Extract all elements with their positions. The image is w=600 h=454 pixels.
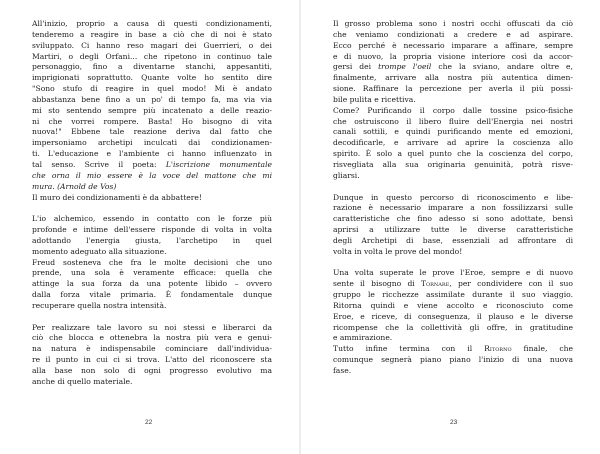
text-line: Come? Purificando il corpo dalle tossine psico-fisiche	[333, 105, 573, 115]
text-line: re il punto in cui ci si trova. L'atto del riconoscere sta	[32, 355, 272, 365]
text-line: bile pulita e ricettiva.	[333, 94, 416, 104]
line-text: finale, che	[511, 344, 573, 354]
text-line: Una volta superate le prove l'Eroe, sempre e di nuovo	[333, 268, 573, 278]
text-line: ricompense che la collettività gli offre, in gratitudine	[333, 322, 573, 332]
text-line: attinge la sua forza da una potente libido – ovvero	[32, 279, 272, 289]
text-line: Martiri, o degli Orfani... che ripetono in continuo tale	[32, 51, 272, 61]
poem-quote: L'iscrizione monumentale	[165, 159, 272, 169]
text-line: anche di quello materiale.	[32, 376, 133, 386]
text-line: Ecco perché è necessario imparare a affinare, sempre	[333, 40, 573, 50]
text-line: gliarsi.	[333, 170, 360, 180]
text-line: sione. Raffinare la percezione per averla il più possi-	[333, 84, 573, 94]
italic-term: trompe l'oeil	[378, 62, 432, 72]
text-line	[333, 62, 573, 73]
text-line: Eroe, e riceve, di conseguenza, il plauso e le diverse	[333, 311, 573, 321]
poem-author: (Arnold de Vos)	[57, 181, 117, 191]
text-line: profonde e intime dell'essere risponde di volta in volta	[32, 225, 272, 235]
text-line: degli Archetipi di base, essenziali ad affrontare di	[333, 235, 573, 245]
text-line: Il muro dei condizionamenti è da abbattere!	[32, 192, 202, 202]
text-line: imprigionati soprattutto. Quante volte ho sentito dire	[32, 73, 272, 83]
text-line: Per realizzare tale lavoro su noi stessi e liberarci da	[32, 322, 272, 332]
text-line: fase.	[333, 366, 352, 375]
text-line: e ammirazione.	[333, 333, 393, 343]
right-page-text	[333, 19, 573, 377]
text-line	[333, 344, 573, 355]
line-text: sente il bisogno di	[333, 279, 421, 289]
line-text: che la sviano, andare oltre e,	[431, 62, 573, 72]
text-line	[32, 171, 272, 182]
right-page	[300, 0, 600, 454]
text-line: tenderemo a reagire in base a ciò che di noi è stato	[32, 29, 272, 39]
right-paragraph-3	[333, 268, 573, 376]
text-line: canali sottili, e quindi purificando mente ed emozioni,	[333, 127, 573, 137]
left-page-text	[32, 19, 272, 388]
text-line: prende, una sola è veramente efficace: quella che	[32, 268, 272, 278]
text-line: nuova!" Ebbene tale reazione deriva dal fatto che	[32, 127, 272, 137]
text-line: recuperare quella nostra intensità.	[32, 300, 167, 310]
text-line: alla base non solo di ogni progresso evolutivo ma	[32, 366, 272, 375]
text-line: abbastanza bene fino a un po' di tempo fa, ma via via	[32, 94, 272, 104]
line-text: Tutto infine termina con il	[333, 344, 485, 354]
text-line: aprirsi a utilizzare tutte le diverse caratteristiche	[333, 225, 573, 235]
text-line	[333, 279, 573, 290]
text-line: dalla forza vitale primaria. È fondamentale dunque	[32, 290, 272, 300]
text-line: Il grosso problema sono i nostri occhi offuscati da ciò	[333, 19, 573, 28]
text-line: gruppo le ricchezze assimilate durante il suo viaggio.	[333, 290, 573, 300]
text-line: che veniamo condizionati a credere e ad aspirare.	[333, 29, 573, 39]
text-line: comunque segnerà piano piano l'inizio di una nuova	[333, 355, 573, 365]
text-line: "Sono stufo di reagire in quel modo! Mi è andato	[32, 84, 272, 94]
text-line: caratteristiche che fino adesso si sono adottate, bensì	[333, 214, 573, 224]
text-line: Dunque in questo percorso di riconoscimento e libe-	[333, 192, 573, 202]
text-line: che ostruiscono il libero fluire dell'Energia nei nostri	[333, 116, 573, 126]
left-paragraph-3	[32, 323, 272, 388]
line-text: , per condividere con il suo	[449, 279, 573, 289]
text-line: momento adeguato alla situazione.	[32, 246, 167, 256]
left-paragraph-1	[32, 19, 272, 203]
text-line: volta in volta le prove del mondo!	[333, 246, 463, 256]
line-text: tal senso. Scrive il poeta:	[32, 159, 166, 169]
text-line: ciò che blocca e ottenebra la nostra più vera e genui-	[32, 333, 272, 343]
text-line	[32, 160, 272, 171]
text-line: e di nuovo, la propria visione interiore così da accor-	[333, 51, 573, 61]
text-line: na natura è indispensabile cominciare dall'individua-	[32, 344, 272, 354]
small-caps-term: Tornare	[420, 279, 450, 289]
text-line	[32, 182, 272, 193]
text-line: Ritorna quindi e viene accolto e riconosciuto come	[333, 300, 573, 310]
text-line: finalmente, arrivare alla nostra più autentica dimen-	[333, 73, 573, 83]
text-line: mi sto sentendo sempre più incatenato a delle reazio-	[32, 105, 272, 115]
text-line: ti. L'educazione e l'ambiente ci hanno influenzato in	[32, 149, 272, 159]
text-line: ni che vorrei rompere. Basta! Ho bisogno di vita	[32, 116, 272, 126]
text-line: sviluppato. Ci hanno reso magari dei Guerrieri, o dei	[32, 40, 272, 50]
page-number: 23	[450, 419, 458, 426]
right-paragraph-2	[333, 193, 573, 258]
line-text: gersi dei	[333, 62, 379, 72]
text-line: spirito. È solo a quel punto che la coscienza del corpo,	[333, 149, 573, 159]
text-line: decodificarle, e arrivare ad aprire la coscienza allo	[333, 138, 573, 148]
text-line: razione è necessario imparare a non fossilizzarsi sulle	[333, 203, 573, 213]
right-paragraph-1	[333, 19, 573, 182]
text-line: risvegliata alla sua originaria genuinità, potrà risve-	[333, 159, 573, 169]
text-line: L'io alchemico, essendo in contatto con le forze più	[32, 214, 272, 224]
page-number: 22	[145, 419, 153, 426]
poem-quote: che orna il mio essere è la voce del mattone che mi	[32, 170, 272, 180]
text-line: personaggio, fino a diventarne stanchi, appesantiti,	[32, 62, 272, 72]
text-line: impersoniamo archetipi inculcati dai condizionamen-	[32, 138, 272, 148]
text-line: adottando l'energia giusta, l'archetipo in quel	[32, 235, 272, 245]
text-line: Freud sosteneva che fra le molte decisioni che uno	[32, 257, 272, 267]
text-line: All'inizio, proprio a causa di questi condizionamenti,	[32, 19, 272, 28]
left-paragraph-2	[32, 214, 272, 312]
small-caps-term: Ritorno	[484, 344, 512, 354]
poem-quote: mura.	[32, 181, 58, 191]
